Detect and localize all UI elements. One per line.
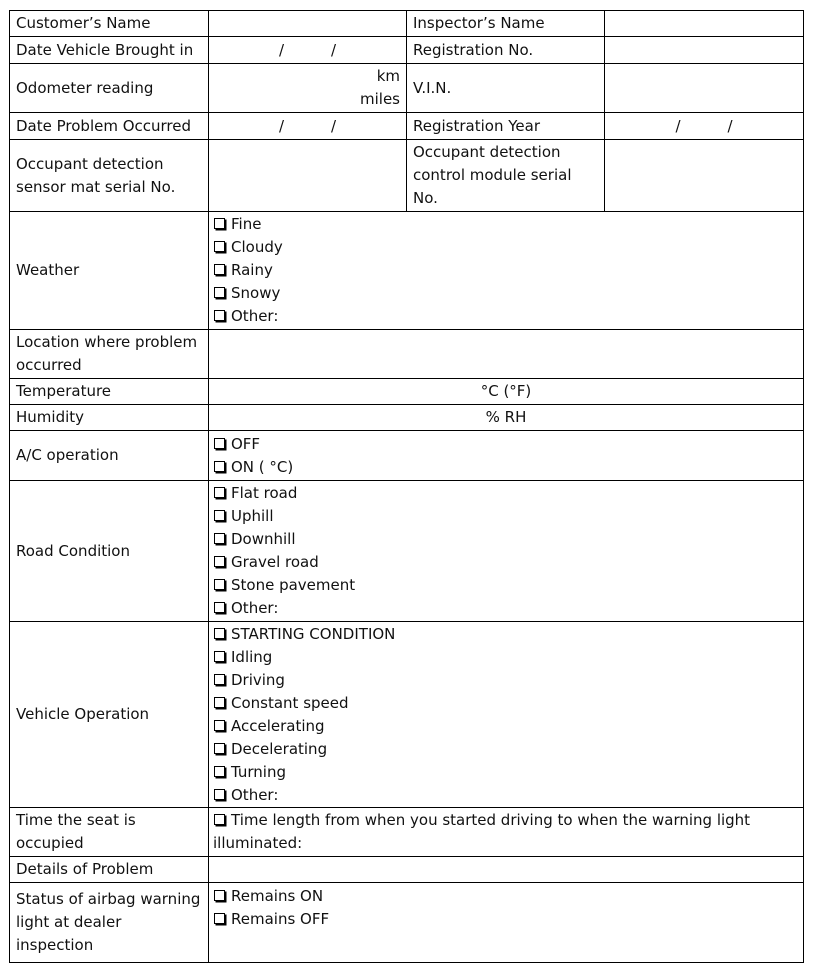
- checkbox-icon[interactable]: [214, 218, 225, 229]
- option-label: Remains OFF: [231, 910, 330, 928]
- option-label: ON ( °C): [231, 457, 294, 476]
- registration-no-field[interactable]: [605, 37, 804, 64]
- checkbox-icon[interactable]: [214, 814, 225, 825]
- row-date-brought: [10, 37, 804, 64]
- ac-option-off[interactable]: [213, 433, 797, 456]
- customer-name-label: Customer’s Name: [10, 11, 209, 37]
- checkbox-icon[interactable]: [214, 674, 225, 685]
- vin-field[interactable]: [605, 64, 804, 113]
- weather-option-cloudy[interactable]: [213, 236, 797, 259]
- location-field[interactable]: [209, 330, 804, 379]
- option-label: Stone pavement: [231, 576, 356, 594]
- option-label: Downhill: [231, 530, 296, 548]
- date-slash: /: [727, 116, 733, 135]
- humidity-field[interactable]: [209, 405, 804, 431]
- checkbox-icon[interactable]: [214, 789, 225, 800]
- row-details: [10, 857, 804, 883]
- vehicle-option-decelerating[interactable]: [213, 738, 797, 761]
- option-label: Time length from when you started driving to when the warning light illuminated:: [213, 811, 751, 852]
- road-option-other[interactable]: [213, 597, 797, 620]
- registration-year-field[interactable]: [605, 113, 804, 140]
- checkbox-icon[interactable]: [214, 651, 225, 662]
- odometer-field[interactable]: [209, 64, 407, 113]
- checkbox-icon[interactable]: [214, 438, 225, 449]
- control-module-field[interactable]: [605, 140, 804, 212]
- row-humidity: [10, 405, 804, 431]
- option-label: Other:: [231, 599, 279, 617]
- option-label: STARTING CONDITION: [231, 624, 396, 643]
- sensor-mat-label: Occupant detection sensor mat serial No.: [10, 140, 209, 212]
- vehicle-operation-label: Vehicle Operation: [10, 622, 209, 808]
- checkbox-icon[interactable]: [214, 264, 225, 275]
- weather-label: Weather: [10, 212, 209, 330]
- seat-option[interactable]: [209, 808, 804, 857]
- temperature-unit: °C (°F): [480, 382, 532, 400]
- option-label: Rainy: [231, 261, 273, 279]
- checkbox-icon[interactable]: [214, 556, 225, 567]
- road-option-uphill[interactable]: [213, 505, 797, 528]
- option-label: Gravel road: [231, 553, 319, 571]
- row-vehicle-operation: [10, 622, 804, 808]
- seat-occupied-label: Time the seat is occupied: [10, 808, 209, 857]
- checkbox-icon[interactable]: [214, 310, 225, 321]
- date-brought-label: Date Vehicle Brought in: [10, 37, 209, 64]
- temperature-label: Temperature: [10, 379, 209, 405]
- date-slash: /: [330, 116, 337, 135]
- vehicle-option-starting[interactable]: [213, 623, 797, 646]
- option-label: Accelerating: [231, 716, 325, 735]
- row-weather: [10, 212, 804, 330]
- road-option-stone[interactable]: [213, 574, 797, 597]
- option-label: Snowy: [231, 284, 281, 302]
- ac-option-on[interactable]: [213, 456, 797, 479]
- vehicle-option-turning[interactable]: [213, 761, 797, 784]
- option-label: Other:: [231, 307, 279, 325]
- road-condition-label: Road Condition: [10, 481, 209, 622]
- option-label: Decelerating: [231, 739, 328, 758]
- vin-label: V.I.N.: [407, 64, 605, 113]
- date-slash: /: [675, 116, 681, 135]
- vehicle-options: [209, 622, 804, 808]
- date-problem-label: Date Problem Occurred: [10, 113, 209, 140]
- odometer-unit-km: km: [376, 67, 400, 85]
- registration-year-label: Registration Year: [407, 113, 605, 140]
- row-airbag: [10, 883, 804, 963]
- option-label: Turning: [231, 762, 286, 781]
- checkbox-icon[interactable]: [214, 913, 225, 924]
- checkbox-icon[interactable]: [214, 241, 225, 252]
- road-options: [209, 481, 804, 622]
- row-odometer: [10, 64, 804, 113]
- row-ac: [10, 431, 804, 481]
- checkbox-icon[interactable]: [214, 510, 225, 521]
- registration-no-label: Registration No.: [407, 37, 605, 64]
- option-label: Remains ON: [231, 887, 324, 905]
- row-road: [10, 481, 804, 622]
- checkbox-icon[interactable]: [214, 697, 225, 708]
- road-option-flat[interactable]: [213, 482, 797, 505]
- option-label: Constant speed: [231, 693, 349, 712]
- inspector-name-label: Inspector’s Name: [407, 11, 605, 37]
- row-serials: [10, 140, 804, 212]
- option-label: OFF: [231, 434, 261, 453]
- checkbox-icon[interactable]: [214, 579, 225, 590]
- checkbox-icon[interactable]: [214, 533, 225, 544]
- option-label: Other:: [231, 785, 279, 804]
- checkbox-icon[interactable]: [214, 890, 225, 901]
- checkbox-icon[interactable]: [214, 766, 225, 777]
- checkbox-icon[interactable]: [214, 461, 225, 472]
- date-slash: /: [278, 116, 285, 135]
- inspector-name-field[interactable]: [605, 11, 804, 37]
- option-label: Driving: [231, 670, 285, 689]
- option-label: Cloudy: [231, 238, 283, 256]
- airbag-status-label: Status of airbag warning light at dealer inspection: [10, 883, 209, 963]
- row-seat-occupied: [10, 808, 804, 857]
- vehicle-option-driving[interactable]: [213, 669, 797, 692]
- checkbox-icon[interactable]: [214, 720, 225, 731]
- odometer-label: Odometer reading: [10, 64, 209, 113]
- details-field[interactable]: [209, 857, 804, 883]
- control-module-label: Occupant detection control module serial No.: [407, 140, 605, 212]
- inspection-form: [9, 10, 804, 963]
- sensor-mat-field[interactable]: [209, 140, 407, 212]
- temperature-field[interactable]: [209, 379, 804, 405]
- weather-option-snowy[interactable]: [213, 282, 797, 305]
- option-label: Flat road: [231, 484, 298, 502]
- customer-name-field[interactable]: [209, 11, 407, 37]
- details-label: Details of Problem: [10, 857, 209, 883]
- checkbox-icon[interactable]: [214, 487, 225, 498]
- date-slash: /: [278, 40, 285, 59]
- vehicle-option-accelerating[interactable]: [213, 715, 797, 738]
- airbag-options: [209, 883, 804, 963]
- checkbox-icon[interactable]: [214, 287, 225, 298]
- weather-options: [209, 212, 804, 330]
- ac-operation-label: A/C operation: [10, 431, 209, 481]
- location-label: Location where problem occurred: [10, 330, 209, 379]
- row-date-problem: [10, 113, 804, 140]
- vehicle-option-constant-speed[interactable]: [213, 692, 797, 715]
- row-customer: [10, 11, 804, 37]
- road-option-downhill[interactable]: [213, 528, 797, 551]
- row-temperature: [10, 379, 804, 405]
- road-option-gravel[interactable]: [213, 551, 797, 574]
- option-label: Idling: [231, 647, 273, 666]
- airbag-option-off[interactable]: [213, 908, 797, 931]
- humidity-label: Humidity: [10, 405, 209, 431]
- weather-option-rainy[interactable]: [213, 259, 797, 282]
- option-label: Fine: [231, 215, 262, 233]
- humidity-unit: % RH: [485, 408, 527, 426]
- option-label: Uphill: [231, 507, 274, 525]
- checkbox-icon[interactable]: [214, 628, 225, 639]
- date-brought-field[interactable]: [209, 37, 407, 64]
- airbag-option-on[interactable]: [213, 885, 797, 908]
- vehicle-option-other[interactable]: [213, 784, 797, 807]
- weather-option-fine[interactable]: [213, 213, 797, 236]
- date-problem-field[interactable]: [209, 113, 407, 140]
- date-slash: /: [330, 40, 337, 59]
- checkbox-icon[interactable]: [214, 743, 225, 754]
- vehicle-option-idling[interactable]: [213, 646, 797, 669]
- row-location: [10, 330, 804, 379]
- weather-option-other[interactable]: [213, 305, 797, 328]
- ac-options: [209, 431, 804, 481]
- checkbox-icon[interactable]: [214, 602, 225, 613]
- odometer-unit-miles: miles: [360, 90, 400, 108]
